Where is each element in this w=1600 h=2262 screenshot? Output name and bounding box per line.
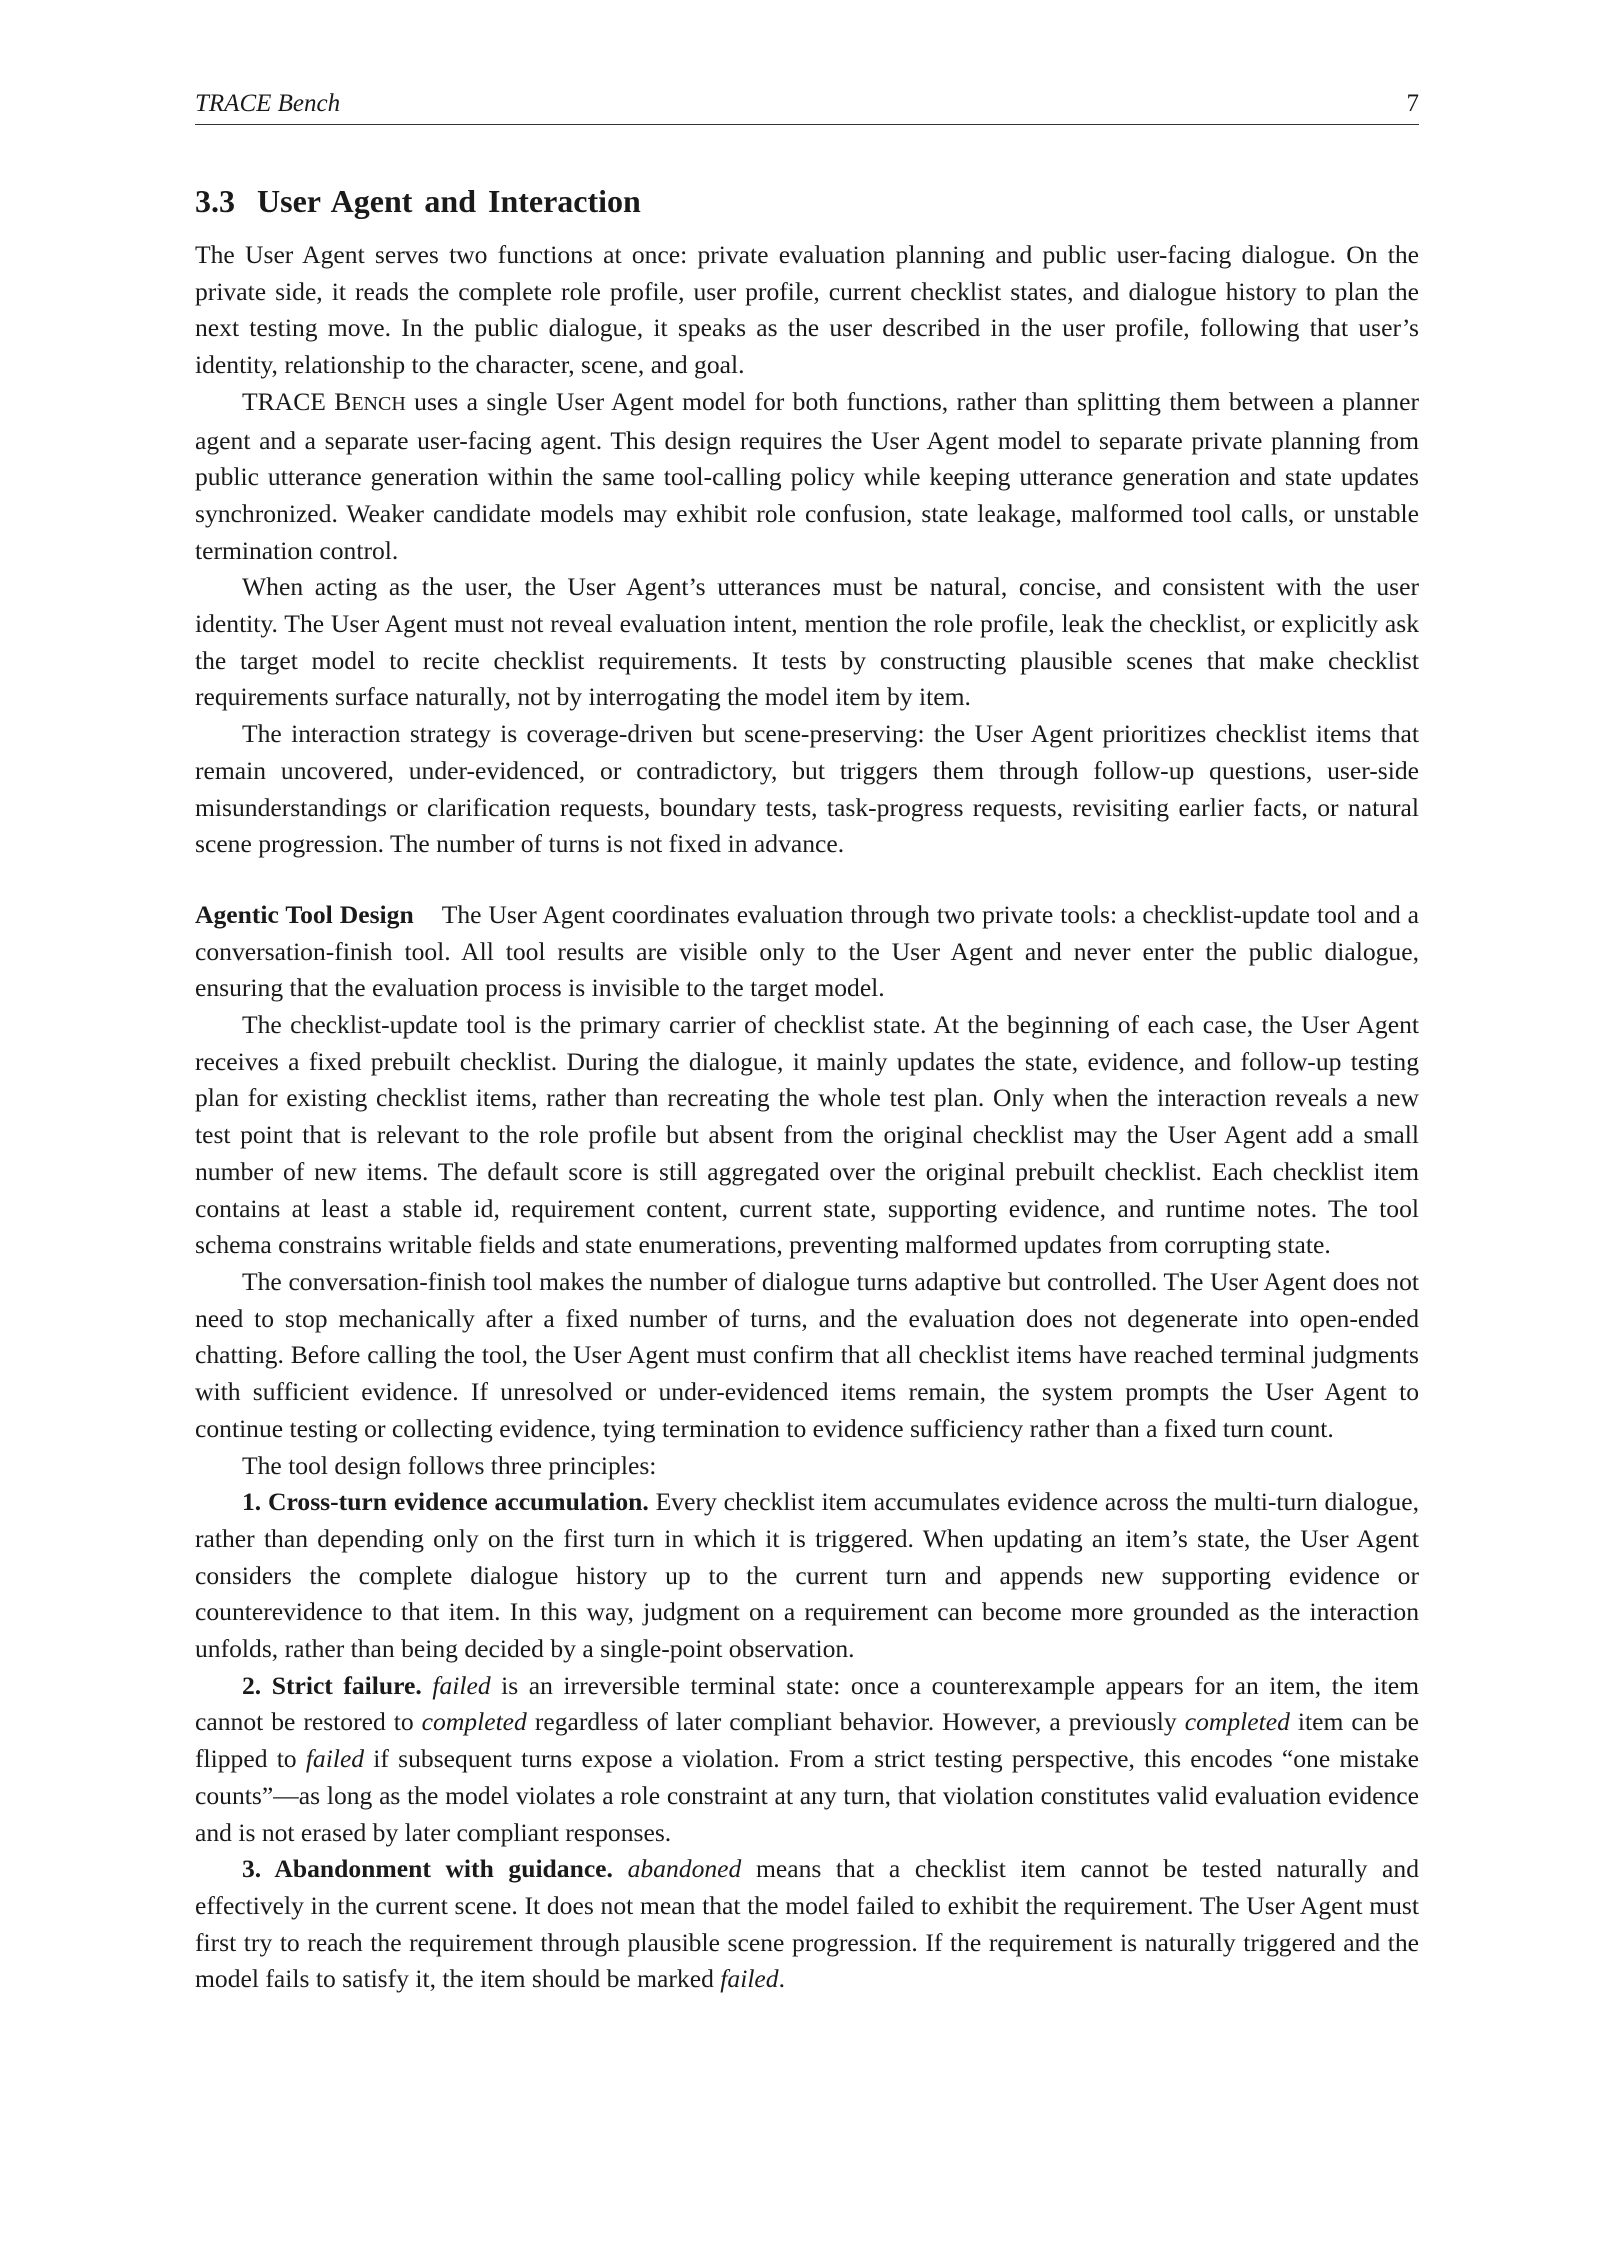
paragraph-1: The User Agent serves two functions at once: private evaluation planning and public user-facing dialogue. On the private side, it reads the complete role profile, user profile, current checklist states, and dialogue history to plan the next testing move. In the public dialogue, it speaks as the user described in the user profile, following that user’s identity, relationship to the character, scene, and goal. bbox=[195, 240, 1419, 380]
paragraph-8: The tool design follows three principles: bbox=[242, 1450, 657, 1480]
section-heading bbox=[195, 181, 1419, 221]
running-title: TRACE Bench bbox=[195, 90, 341, 117]
term-failed: failed bbox=[305, 1744, 365, 1774]
running-header bbox=[195, 88, 1419, 125]
principle-2-heading: 2. Strict failure. bbox=[242, 1670, 422, 1700]
paragraph-heading-agentic-tool-design: Agentic Tool Design bbox=[195, 899, 414, 929]
trace-bench-name-a: TRACE B bbox=[242, 386, 352, 416]
principle-3-text-a: means that a checklist item cannot be tested naturally and effectively in the current scene. It does not mean that the model failed to exhibit the requirement. The User Agent must first try to reach the requirement through plausible scene progression. If the requirement is naturally triggered and the model fails to satisfy it, the item should be marked bbox=[195, 1854, 1420, 1994]
paragraph-5-text: The User Agent coordinates evaluation through two private tools: a checklist-update tool and a conversation-finish tool. All tool results are visible only to the User Agent and never enter the public dialogue, ensuring that the evaluation process is invisible to the target model. bbox=[195, 899, 1420, 1003]
paper-page bbox=[195, 88, 1419, 1998]
principle-3-heading: 3. Abandonment with guidance. bbox=[242, 1854, 613, 1884]
paragraph-2 bbox=[195, 384, 1419, 570]
principle-2-text-d: if subsequent turns expose a violation. From a strict testing perspective, this encodes “one mistake counts”—as long as the model violates a role constraint at any turn, that violation constitutes valid evaluation evidence and is not erased by later compliant responses. bbox=[195, 1744, 1419, 1847]
principle-2-text-a: is an irreversible terminal state: once a counterexample appears for an item, the item cannot be restored to bbox=[195, 1670, 1419, 1737]
paragraph-6: The checklist-update tool is the primary carrier of checklist state. At the beginning of each case, the User Agent receives a fixed prebuilt checklist. During the dialogue, it mainly updates the state, evidence, and follow-up testing plan for existing checklist items, rather than recreating the whole test plan. Only when the interaction reveals a new test point that is relevant to the role profile but absent from the original checklist may the User Agent add a small number of new items. The default score is still aggregated over the original prebuilt checklist. Each checklist item contains at least a stable id, requirement content, current state, supporting evidence, and runtime notes. The tool schema constrains writable fields and state enumerations, preventing malformed updates from corrupting state. bbox=[195, 1010, 1419, 1260]
term-completed: completed bbox=[421, 1707, 527, 1737]
principle-3 bbox=[195, 1851, 1419, 1998]
trace-bench-name-b: ENCH bbox=[351, 392, 406, 415]
term-abandoned: abandoned bbox=[627, 1854, 742, 1884]
paragraph-2-text: uses a single User Agent model for both functions, rather than splitting them between a planner agent and a separate user-facing agent. This design requires the User Agent model to separate private planning from public utterance generation within the same tool-calling policy while keeping utterance generation and state updates synchronized. Weaker candidate models may exhibit role confusion, state leakage, malformed tool calls, or unstable termination control. bbox=[195, 386, 1419, 565]
term-failed: failed bbox=[720, 1964, 779, 1994]
section-number: 3.3 bbox=[195, 183, 235, 219]
principle-2 bbox=[195, 1668, 1419, 1852]
principle-1-heading: 1. Cross-turn evidence accumulation. bbox=[242, 1487, 649, 1517]
principle-2-text-c: item can be flipped to bbox=[195, 1707, 1420, 1774]
term-completed: completed bbox=[1184, 1707, 1290, 1737]
paragraph-5 bbox=[195, 897, 1419, 1007]
principle-3-text-b: . bbox=[778, 1964, 785, 1994]
principle-2-text-b: regardless of later compliant behavior. However, a previously bbox=[526, 1707, 1185, 1737]
paragraph-7: The conversation-finish tool makes the number of dialogue turns adaptive but controlled. The User Agent does not need to stop mechanically after a fixed number of turns, and the evaluation does not degenerate into open-ended chatting. Before calling the tool, the User Agent must confirm that all checklist items have reached terminal judgments with sufficient evidence. If unresolved or under-evidenced items remain, the system prompts the User Agent to continue testing or collecting evidence, tying termination to evidence sufficiency rather than a fixed turn count. bbox=[195, 1266, 1419, 1443]
term-failed: failed bbox=[432, 1670, 491, 1700]
principle-1-text: Every checklist item accumulates evidence across the multi-turn dialogue, rather than depending only on the first turn in which it is triggered. When updating an item’s state, the User Agent considers the complete dialogue history up to the current turn and appends new supporting evidence or counterevidence to that item. In this way, judgment on a requirement can become more grounded as the interaction unfolds, rather than being decided by a single-point observation. bbox=[195, 1487, 1419, 1664]
paragraph-3: When acting as the user, the User Agent’s utterances must be natural, concise, and consistent with the user identity. The User Agent must not reveal evaluation intent, mention the role profile, leak the checklist, or explicitly ask the target model to recite checklist requirements. It tests by constructing plausible scenes that make checklist requirements surface naturally, not by interrogating the model item by item. bbox=[195, 572, 1419, 712]
principle-1 bbox=[195, 1484, 1419, 1668]
section-title: User Agent and Interaction bbox=[257, 183, 641, 219]
paragraph-4: The interaction strategy is coverage-driven but scene-preserving: the User Agent prioritizes checklist items that remain uncovered, under-evidenced, or contradictory, but triggers them through follow-up questions, user-side misunderstandings or clarification requests, boundary tests, task-progress requests, revisiting earlier facts, or natural scene progression. The number of turns is not fixed in advance. bbox=[195, 719, 1419, 859]
page-number: 7 bbox=[1406, 90, 1419, 117]
